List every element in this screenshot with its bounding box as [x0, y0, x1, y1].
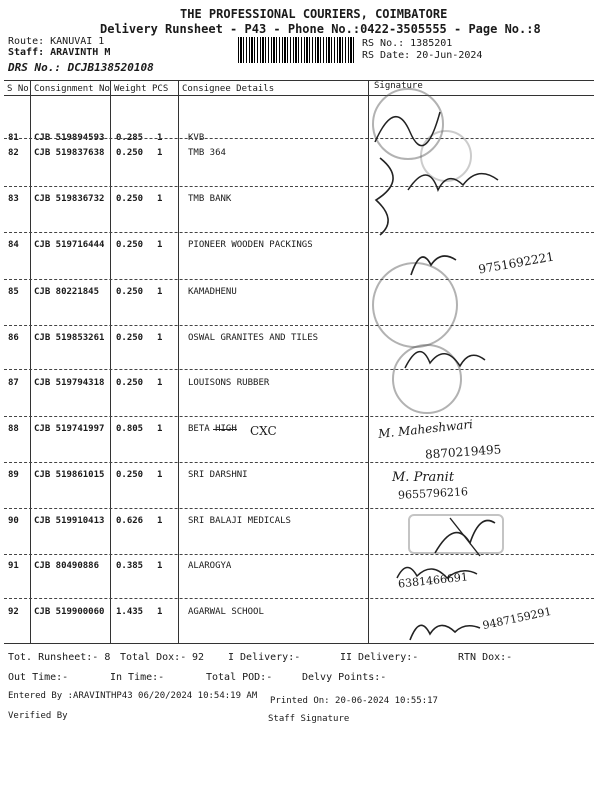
signature-row81: [370, 92, 520, 152]
row-pcs: 1: [157, 607, 163, 617]
printed-on: Printed On: 20-06-2024 10:55:17: [270, 696, 438, 706]
total-pod: Total POD:-: [206, 672, 273, 683]
row-consignee: SRI BALAJI MEDICALS: [188, 516, 291, 526]
barcode: [238, 37, 356, 63]
ii-delivery: II Delivery:-: [340, 652, 419, 663]
row-pcs: 1: [157, 240, 163, 250]
col-signature: Signature: [374, 81, 423, 91]
signature-row84: [406, 240, 466, 280]
row-sno: 91: [8, 561, 19, 571]
table-row: [0, 287, 600, 335]
row-pcs: 1: [157, 378, 163, 388]
row-weight: 0.250: [116, 470, 144, 480]
staff-signature: Staff Signature: [268, 714, 350, 724]
handwritten-phone: 6381466691: [397, 570, 469, 591]
row-weight: 0.250: [116, 240, 144, 250]
table-row: [0, 424, 600, 472]
row-sno: 86: [8, 333, 19, 343]
row-consignment-no: CJB 519741997: [34, 424, 105, 434]
row-divider: [4, 416, 594, 417]
row-pcs: 1: [157, 287, 163, 297]
row-weight: 0.250: [116, 333, 144, 343]
row-sno: 92: [8, 607, 19, 617]
row-divider: [4, 369, 594, 370]
row-consignee: KAMADHENU: [188, 287, 237, 297]
row-consignment-no: CJB 519716444: [34, 240, 105, 250]
col-consignee: Consignee Details: [182, 84, 275, 94]
row-divider: [4, 279, 594, 280]
row-consignment-no: CJB 519910413: [34, 516, 105, 526]
row-consignment-no: CJB 519900060: [34, 607, 105, 617]
row-weight: 0.250: [116, 287, 144, 297]
drs-number: DRS No.: DCJB138520108: [8, 61, 154, 74]
row-consignment-no: CJB 519894593: [34, 133, 105, 143]
row-consignment-no: CJB 519836732: [34, 194, 105, 204]
row-consignment-no: CJB 80221845: [34, 287, 100, 297]
row-pcs: 1: [157, 148, 163, 158]
handwritten-phone: 9751692221: [477, 249, 555, 277]
route: Route: KANUVAI 1: [8, 36, 105, 47]
table-row: [0, 516, 600, 564]
row-divider: [4, 554, 594, 555]
total-dox-value: 92: [192, 652, 205, 663]
row-weight: 0.250: [116, 148, 144, 158]
signature-row92: [405, 612, 485, 644]
row-sno: 87: [8, 378, 19, 388]
row-consignment-no: CJB 519853261: [34, 333, 105, 343]
row-consignment-no: CJB 519837638: [34, 148, 105, 158]
row-pcs: 1: [157, 516, 163, 526]
table-row: [0, 470, 600, 518]
handwritten-phone: 9655796216: [397, 485, 469, 502]
row-weight: 0.285: [116, 133, 144, 143]
runsheet-title: Delivery Runsheet - P43 - Phone No.:0422-3505555 - Page No.:8: [100, 22, 541, 36]
table-bottom-rule: [4, 643, 594, 644]
i-delivery: I Delivery:-: [228, 652, 301, 663]
staff: Staff: ARAVINTH M: [8, 47, 111, 58]
row-weight: 1.435: [116, 607, 144, 617]
in-time: In Time:-: [110, 672, 165, 683]
row-consignee: BETA HIGH: [188, 424, 237, 434]
row-divider: [4, 508, 594, 509]
row-sno: 84: [8, 240, 19, 250]
row-sno: 85: [8, 287, 19, 297]
row-consignment-no: CJB 80490886: [34, 561, 100, 571]
signature-row90: [430, 508, 500, 558]
row-consignee: KVB: [188, 133, 205, 143]
row-weight: 0.250: [116, 194, 144, 204]
handwritten-name: M. Maheshwari: [377, 417, 474, 441]
table-row: [0, 378, 600, 426]
row-consignee: LOUISONS RUBBER: [188, 378, 270, 388]
rs-date: RS Date: 20-Jun-2024: [362, 50, 483, 61]
row-sno: 89: [8, 470, 19, 480]
row-consignee: TMB 364: [188, 148, 226, 158]
col-weight: Weight: [114, 84, 147, 94]
row-sno: 90: [8, 516, 19, 526]
row-consignee: AGARWAL SCHOOL: [188, 607, 264, 617]
row-pcs: 1: [157, 470, 163, 480]
row-consignment-no: CJB 519794318: [34, 378, 105, 388]
row-divider: [4, 598, 594, 599]
row-divider: [4, 325, 594, 326]
row-weight: 0.250: [116, 378, 144, 388]
entered-by: Entered By :ARAVINTHP43 06/20/2024 10:54:19 AM: [8, 691, 258, 701]
table-row: [0, 333, 600, 381]
handwritten-phone: 8870219495: [424, 442, 502, 462]
row-divider: [4, 462, 594, 463]
row-pcs: 1: [157, 194, 163, 204]
signature-row82-83: [368, 150, 518, 240]
delivery-points: Delvy Points:-: [302, 672, 387, 683]
total-runsheet: Tot. Runsheet:- 8: [8, 652, 111, 663]
row-weight: 0.805: [116, 424, 144, 434]
row-consignee: OSWAL GRANITES AND TILES: [188, 333, 319, 343]
row-sno: 82: [8, 148, 19, 158]
row-pcs: 1: [157, 424, 163, 434]
verified-by: Verified By: [8, 711, 68, 721]
company-name: THE PROFESSIONAL COURIERS, COIMBATORE: [180, 7, 448, 21]
row-consignee: ALAROGYA: [188, 561, 232, 571]
rs-number: RS No.: 1385201: [362, 38, 453, 49]
row-sno: 83: [8, 194, 19, 204]
rtn-dox: RTN Dox:-: [458, 652, 513, 663]
header-top-rule: [4, 80, 594, 81]
out-time: Out Time:-: [8, 672, 69, 683]
row-consignment-no: CJB 519861015: [34, 470, 105, 480]
signature-row86: [400, 338, 490, 378]
table-row: [0, 561, 600, 609]
row-sno: 88: [8, 424, 19, 434]
row-sno: 81: [8, 133, 19, 143]
row-pcs: 1: [157, 333, 163, 343]
handwritten-note: CXC: [250, 424, 277, 438]
row-pcs: 1: [157, 133, 163, 143]
row-weight: 0.385: [116, 561, 144, 571]
col-pcs: PCS: [152, 84, 169, 94]
row-consignee: SRI DARSHNI: [188, 470, 248, 480]
total-dox-label: Total Dox:-: [120, 652, 187, 663]
col-consignment: Consignment No: [34, 84, 110, 94]
handwritten-phone: 9487159291: [481, 604, 553, 633]
handwritten-name: M. Pranit: [392, 470, 455, 485]
col-sno: S No: [7, 84, 29, 94]
row-pcs: 1: [157, 561, 163, 571]
row-weight: 0.626: [116, 516, 144, 526]
row-consignee: PIONEER WOODEN PACKINGS: [188, 240, 313, 250]
strike-line: [213, 429, 237, 430]
row-consignee: TMB BANK: [188, 194, 232, 204]
